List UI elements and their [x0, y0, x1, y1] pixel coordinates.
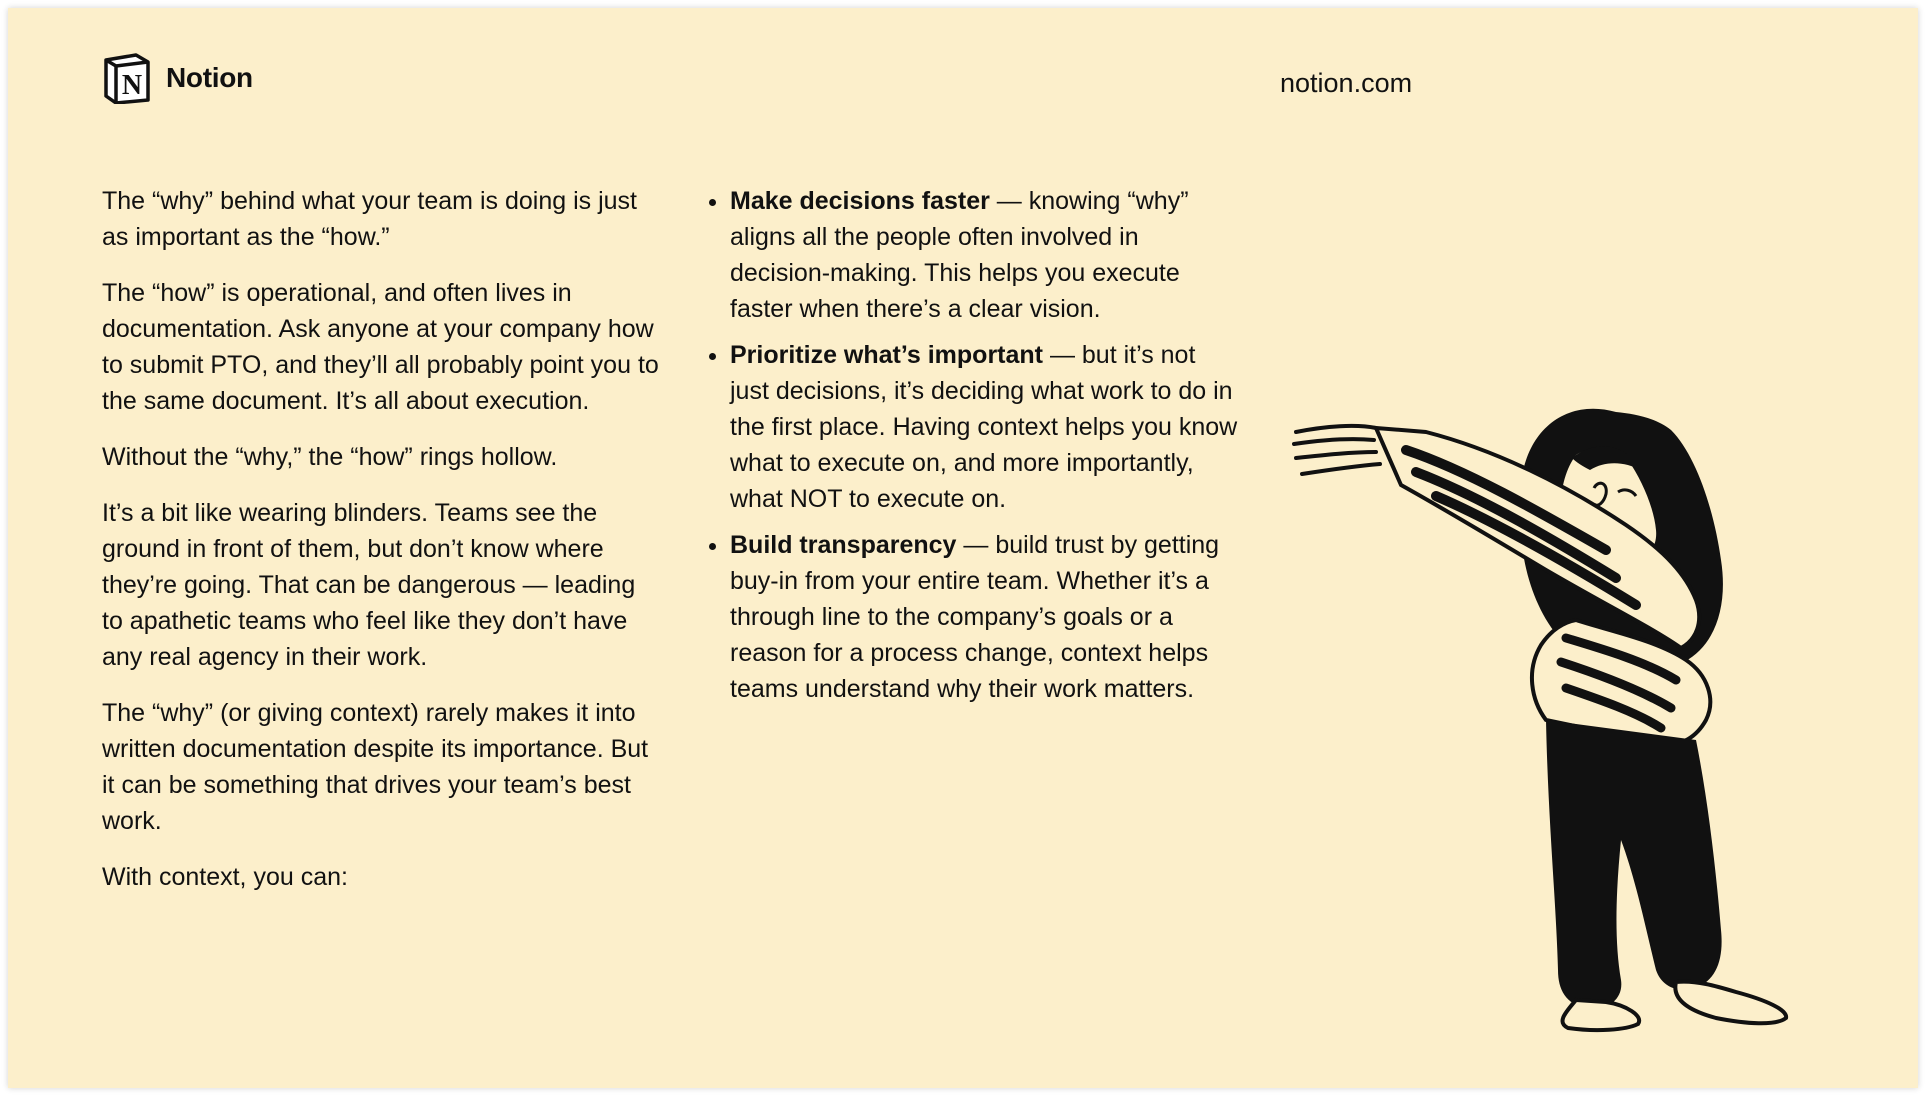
logo-letter: N	[121, 70, 143, 101]
list-item	[730, 337, 1241, 517]
paragraph: It’s a bit like wearing blinders. Teams see the ground in front of them, but don’t know where they’re going. That can be dangerous — leading to apathetic teams who feel like they don’t have any real agency in their work.	[102, 499, 636, 671]
bullet-title: Prioritize what’s important	[730, 341, 1044, 369]
woman-pointing-illustration	[1276, 400, 1846, 1060]
bullet-text: — but it’s not just decisions, it’s deciding what work to do in the first place. Having context helps you know what to execute on, and more importantly, what NOT to execute on.	[730, 341, 1238, 513]
site-url[interactable]: notion.com	[1280, 68, 1413, 98]
benefits-list	[696, 183, 1241, 707]
paragraph: With context, you can:	[102, 863, 348, 891]
slide	[8, 8, 1918, 1088]
paragraph: The “why” behind what your team is doing is just as important as the “how.”	[102, 187, 637, 251]
list-item	[730, 527, 1241, 707]
bullet-text: — build trust by getting buy-in from your entire team. Whether it’s a through line to the company’s goals or a reason for a process change, context helps teams understand why their work matters.	[730, 531, 1220, 703]
left-column	[102, 183, 662, 915]
brand-name: Notion	[166, 62, 253, 93]
paragraph: The “why” (or giving context) rarely makes it into written documentation despite its importance. But it can be something that drives your team’s best work.	[102, 699, 649, 835]
right-column	[696, 183, 1241, 717]
bullet-title: Build transparency	[730, 531, 957, 559]
bullet-title: Make decisions faster	[730, 187, 990, 215]
paragraph: The “how” is operational, and often lives in documentation. Ask anyone at your company how to submit PTO, and they’ll all probably point you to the same document. It’s all about execution.	[102, 279, 659, 415]
bullet-text: — knowing “why” aligns all the people often involved in decision-making. This helps you execute faster when there’s a clear vision.	[730, 187, 1189, 323]
brand[interactable]	[102, 52, 253, 104]
paragraph: Without the “why,” the “how” rings hollow.	[102, 443, 558, 471]
list-item	[730, 183, 1241, 327]
notion-logo-icon	[102, 52, 152, 104]
